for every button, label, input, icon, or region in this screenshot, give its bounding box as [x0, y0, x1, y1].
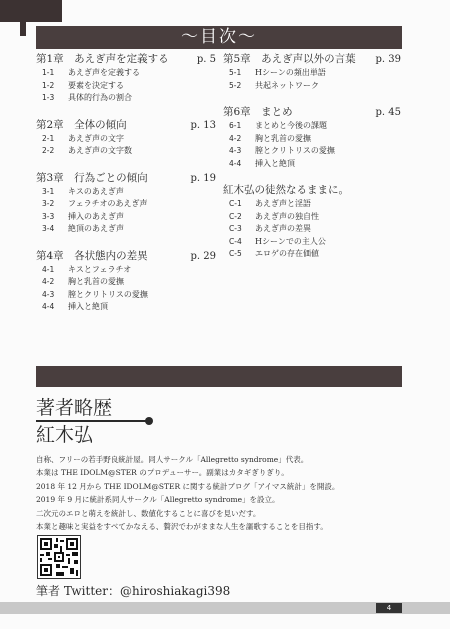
toc-chapter-heading[interactable] [36, 172, 216, 185]
qr-code-icon[interactable] [37, 535, 81, 579]
section-title: 要素を決定する [68, 80, 124, 90]
bio-line: 二次元のエロと萌えを統計し、数値化することに喜びを見いだす。 [36, 508, 261, 518]
toc-section-item[interactable] [36, 80, 216, 93]
section-number: 6-1 [229, 121, 242, 130]
section-title: 絶頂のあえぎ声 [68, 224, 124, 233]
section-number: 3-2 [42, 199, 55, 208]
section-title: キスのあえぎ声 [68, 186, 124, 196]
section-number: 5-2 [229, 80, 242, 90]
section-number: 3-4 [42, 224, 55, 233]
corner-decoration-tab [20, 22, 26, 36]
section-number: 1-3 [42, 93, 55, 102]
toc-section-item[interactable] [223, 223, 401, 236]
toc-left-column [36, 53, 216, 328]
section-title: 挿入と絶頂 [68, 302, 108, 311]
bio-line: 本業は THE IDOLM@STER のプロデューサー。副業はカタギぎりぎり。 [36, 468, 289, 478]
chapter-page-number: p. 13 [190, 119, 216, 131]
toc-chapter-heading[interactable] [36, 250, 216, 263]
author-heading: 著者略歴 [36, 397, 113, 419]
section-number: 5-1 [229, 68, 242, 77]
section-number: 4-2 [42, 277, 55, 286]
toc-section-item[interactable] [36, 223, 216, 236]
section-number: 1-2 [42, 80, 55, 90]
toc-chapter-heading[interactable] [223, 184, 401, 197]
section-number: 2-1 [42, 133, 55, 143]
toc-section-item[interactable] [223, 236, 401, 249]
toc-section-item[interactable] [36, 264, 216, 277]
section-number: 1-1 [42, 68, 55, 77]
chapter-title: 第5章 あえぎ声以外の言葉 [223, 53, 356, 65]
section-title: あえぎ声と淫語 [255, 199, 311, 208]
section-number: 3-1 [42, 186, 55, 196]
toc-chapter [36, 53, 216, 105]
toc-section-item[interactable] [36, 211, 216, 224]
toc-section-item[interactable] [223, 67, 401, 80]
toc-section-item[interactable] [36, 92, 216, 105]
section-number: C-4 [229, 236, 242, 246]
heading-underline-dot [145, 417, 153, 425]
toc-right-column [223, 53, 401, 275]
section-title: まとめと今後の課題 [255, 121, 327, 130]
chapter-title: 第1章 あえぎ声を定義する [36, 53, 169, 65]
qr-code-graphic [38, 536, 80, 578]
corner-decoration [0, 0, 62, 22]
toc-section-item[interactable] [36, 186, 216, 199]
section-number: 4-3 [42, 289, 55, 299]
section-title: Hシーンでの主人公 [255, 236, 326, 246]
section-title: 膣とクリトリスの愛撫 [68, 289, 148, 299]
section-number: C-5 [229, 249, 242, 258]
section-number: 4-3 [229, 146, 242, 155]
section-number: C-3 [229, 224, 242, 233]
toc-section-item[interactable] [36, 133, 216, 146]
page-number: 4 [376, 603, 402, 613]
section-title: あえぎ声の差異 [255, 224, 311, 233]
toc-section-item[interactable] [223, 120, 401, 133]
bio-line: 自称、フリーの若手野良統計屋。同人サークル「Allegretto syndrome」代表。 [36, 455, 309, 464]
toc-section-item[interactable] [36, 301, 216, 314]
section-number: 3-3 [42, 211, 55, 221]
heading-underline [36, 420, 148, 422]
section-title: あえぎ声を定義する [68, 68, 140, 77]
toc-section-item[interactable] [36, 145, 216, 158]
toc-section-item[interactable] [223, 80, 401, 93]
section-title: 胸と乳首の愛撫 [68, 277, 124, 286]
toc-chapter [36, 119, 216, 158]
toc-section-item[interactable] [223, 158, 401, 171]
chapter-title: 第6章 まとめ [223, 106, 293, 118]
toc-section-item[interactable] [223, 211, 401, 224]
chapter-page-number: p. 29 [190, 250, 216, 262]
toc-chapter [223, 106, 401, 170]
section-number: 4-4 [229, 158, 242, 168]
toc-chapter-heading[interactable] [36, 119, 216, 132]
section-title: あえぎ声の文字数 [68, 146, 132, 155]
section-number: C-1 [229, 199, 242, 208]
section-title: 挿入のあえぎ声 [68, 211, 124, 221]
section-title: 胸と乳首の愛撫 [255, 133, 311, 143]
chapter-title: 紅木弘の徒然なるままに。 [223, 184, 349, 196]
bio-line: 2018 年 12 月から THE IDOLM@STER に関する統計ブログ「アイマス統計」を開設。 [36, 481, 340, 491]
bio-line: 2019 年 9 月に統計系同人サークル「Allegretto syndrome」を設立。 [36, 495, 280, 505]
section-title: 共起ネットワーク [255, 80, 319, 90]
toc-title: 〜目次〜 [36, 26, 402, 49]
author-twitter[interactable]: 筆者 Twitter：@hiroshiakagi398 [36, 584, 231, 598]
chapter-title: 第4章 各状態内の差異 [36, 249, 148, 262]
chapter-title: 第3章 行為ごとの傾向 [36, 171, 148, 184]
section-title: 膣とクリトリスの愛撫 [255, 146, 335, 155]
chapter-page-number: p. 19 [190, 172, 216, 184]
toc-chapter [223, 184, 401, 261]
section-title: 具体的行為の割合 [68, 93, 132, 102]
toc-section-item[interactable] [223, 198, 401, 211]
chapter-page-number: p. 5 [196, 54, 216, 65]
bio-line: 本業と趣味と実益をすべてかなえる、贅沢でわがままな人生を謳歌することを目指す。 [36, 522, 328, 532]
section-number: 4-4 [42, 302, 55, 311]
section-number: 4-1 [42, 264, 55, 274]
chapter-page-number: p. 39 [375, 54, 401, 65]
toc-section-item[interactable] [36, 67, 216, 80]
section-title: 挿入と絶頂 [255, 158, 295, 168]
section-title: あえぎ声の文字 [68, 133, 124, 143]
toc-section-item[interactable] [223, 133, 401, 146]
toc-chapter [36, 172, 216, 236]
toc-section-item[interactable] [223, 248, 401, 261]
toc-section-item[interactable] [36, 276, 216, 289]
section-title: フェラチオのあえぎ声 [68, 199, 148, 208]
section-number: 4-2 [229, 133, 242, 143]
toc-section-item[interactable] [36, 198, 216, 211]
toc-section-item[interactable] [36, 289, 216, 302]
section-title: キスとフェラチオ [68, 264, 132, 274]
toc-chapter-heading[interactable] [36, 53, 216, 66]
section-title: あえぎ声の独自性 [255, 211, 319, 221]
section-divider-band [36, 366, 402, 387]
chapter-title: 第2章 全体の傾向 [36, 118, 127, 131]
toc-chapter [223, 53, 401, 92]
author-bio [36, 453, 416, 533]
section-number: 2-2 [42, 146, 55, 155]
section-title: エロゲの存在価値 [255, 249, 319, 258]
section-title: Hシーンの頻出単語 [255, 68, 326, 77]
toc-chapter-heading[interactable] [223, 53, 401, 66]
toc-chapter-heading[interactable] [223, 106, 401, 119]
chapter-page-number: p. 45 [375, 107, 401, 118]
toc-chapter [36, 250, 216, 314]
author-name: 紅木弘 [36, 424, 94, 446]
section-number: C-2 [229, 211, 242, 221]
toc-section-item[interactable] [223, 145, 401, 158]
